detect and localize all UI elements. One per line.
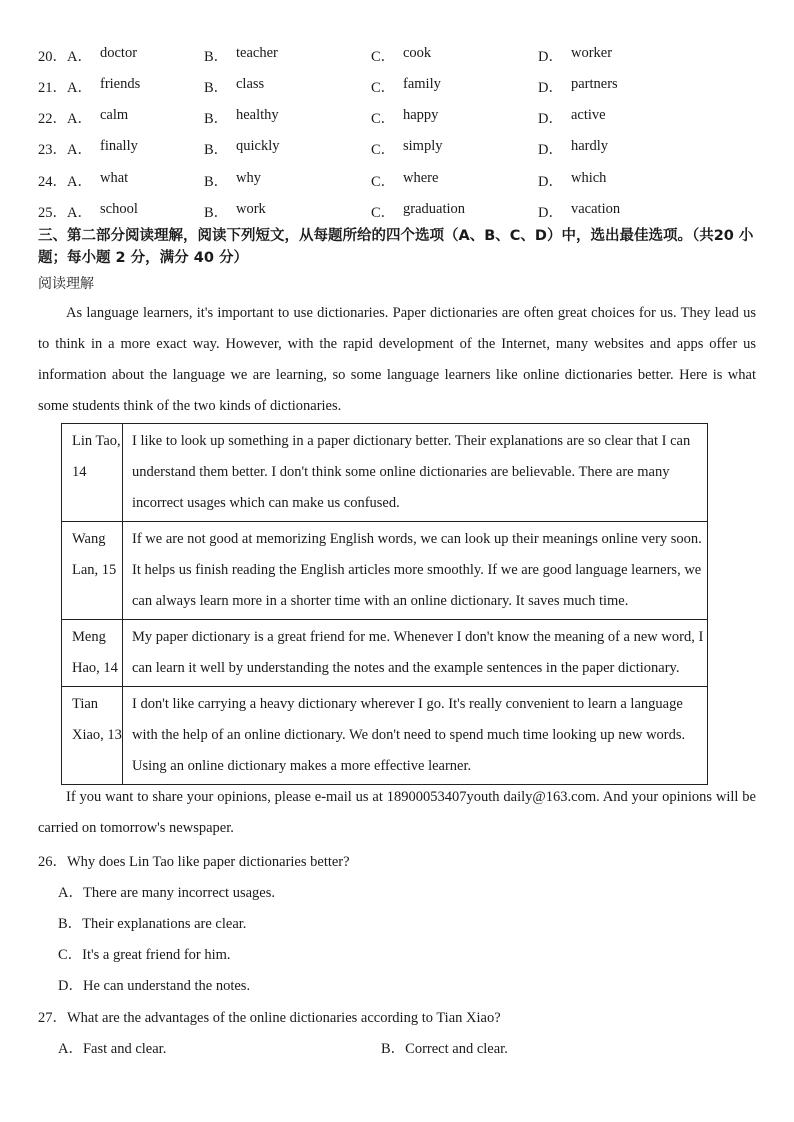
option-c: cook [403, 45, 432, 61]
option-row-22 [0, 107, 794, 127]
question-27-stem: 27．What are the advantages of the online dictionaries according to Tian Xiao? [38, 1010, 501, 1026]
option-b-label: B． [204, 205, 229, 221]
option-c: family [403, 76, 441, 92]
student-opinion: My paper dictionary is a great friend for me. Whenever I don't know the meaning of a new word, I can learn it well by understanding the notes and the example sentences in the paper dictionary. [123, 620, 708, 687]
option-d-label: D． [538, 205, 563, 221]
option-c-label: C． [371, 205, 396, 221]
option-c: graduation [403, 201, 466, 217]
option-b-label: B． [204, 80, 229, 96]
option-a: calm [100, 107, 129, 123]
option-b: class [236, 76, 265, 92]
table-row [62, 687, 708, 785]
student-name: Meng Hao, 14 [62, 620, 123, 687]
option-d: hardly [571, 138, 609, 154]
passage-closing: If you want to share your opinions, please e-mail us at 18900053407youth daily@163.com. And your opinions will be carried on tomorrow's newspaper. [38, 789, 756, 836]
option-c: where [403, 170, 439, 186]
question-26-stem: 26．Why does Lin Tao like paper dictionaries better? [38, 854, 350, 870]
student-name: Tian Xiao, 13 [62, 687, 123, 785]
question-27-option-a: A．Fast and clear. [58, 1041, 167, 1057]
table-row [62, 620, 708, 687]
option-a: doctor [100, 45, 138, 61]
question-number: 24．A． [38, 174, 92, 190]
option-d-label: D． [538, 111, 563, 127]
question-26-option-b: B．Their explanations are clear. [58, 916, 247, 932]
option-b-label: B． [204, 174, 229, 190]
option-row-21 [0, 76, 794, 96]
passage-intro: As language learners, it's important to use dictionaries. Paper dictionaries are often great choices for us. They lead us to think in a more exact way. However, with the rapid development of the Internet, many websites and apps offer us information about the language we are learning, so some language learners like online dictionaries better. Here is what some students think of the two kinds of dictionaries. [38, 305, 756, 414]
question-27-option-b: B．Correct and clear. [381, 1041, 508, 1057]
option-d: partners [571, 76, 618, 92]
table-row [62, 424, 708, 522]
question-26-option-a: A．There are many incorrect usages. [58, 885, 275, 901]
option-b: teacher [236, 45, 278, 61]
option-d-label: D． [538, 49, 563, 65]
question-number: 21．A． [38, 80, 92, 96]
option-c: simply [403, 138, 443, 154]
option-b-label: B． [204, 111, 229, 127]
option-b: healthy [236, 107, 279, 123]
question-26-option-d: D．He can understand the notes. [58, 978, 251, 994]
option-c-label: C． [371, 80, 396, 96]
option-a: finally [100, 138, 138, 154]
option-c-label: C． [371, 111, 396, 127]
option-b-label: B． [204, 49, 229, 65]
opinions-table [61, 423, 708, 785]
option-c: happy [403, 107, 439, 123]
option-row-23 [0, 138, 794, 158]
option-d: worker [571, 45, 613, 61]
option-d: which [571, 170, 607, 186]
option-row-24 [0, 170, 794, 190]
student-opinion: If we are not good at memorizing English words, we can look up their meanings online very soon. It helps us finish reading the English articles more smoothly. If we are good language learners, we can always learn more in a shorter time with an online dictionary. It saves much time. [123, 522, 708, 620]
option-a: friends [100, 76, 141, 92]
question-number: 23．A． [38, 142, 92, 158]
student-name: Lin Tao, 14 [62, 424, 123, 522]
option-a: what [100, 170, 129, 186]
student-opinion: I don't like carrying a heavy dictionary wherever I go. It's really convenient to learn a language with the help of an online dictionary. We don't need to spend much time looking up new words. Using an online dictionary makes a more effective learner. [123, 687, 708, 785]
option-d: active [571, 107, 606, 123]
question-number: 22．A． [38, 111, 92, 127]
option-b: work [236, 201, 266, 217]
student-opinion: I like to look up something in a paper dictionary better. Their explanations are so clear that I can understand them better. I don't think some online dictionaries are believable. There are many incorrect usages which can make us confused. [123, 424, 708, 522]
section-subhead: 阅读理解 [38, 276, 94, 292]
option-a: school [100, 201, 138, 217]
option-c-label: C． [371, 142, 396, 158]
table-row [62, 522, 708, 620]
option-b: quickly [236, 138, 280, 154]
option-d-label: D． [538, 80, 563, 96]
option-d-label: D． [538, 142, 563, 158]
option-row-20 [0, 45, 794, 65]
option-b-label: B． [204, 142, 229, 158]
student-name: Wang Lan, 15 [62, 522, 123, 620]
option-c-label: C． [371, 49, 396, 65]
section-title: 三、第二部分阅读理解，阅读下列短文，从每题所给的四个选项（A、B、C、D）中，选出最佳选项。（共20 小题；每小题 2 分，满分 40 分） [38, 228, 754, 266]
question-number: 25．A． [38, 205, 92, 221]
option-c-label: C． [371, 174, 396, 190]
option-d: vacation [571, 201, 621, 217]
option-d-label: D． [538, 174, 563, 190]
option-b: why [236, 170, 261, 186]
question-26-option-c: C．It's a great friend for him. [58, 947, 231, 963]
question-number: 20．A． [38, 49, 92, 65]
option-row-25 [0, 201, 794, 221]
